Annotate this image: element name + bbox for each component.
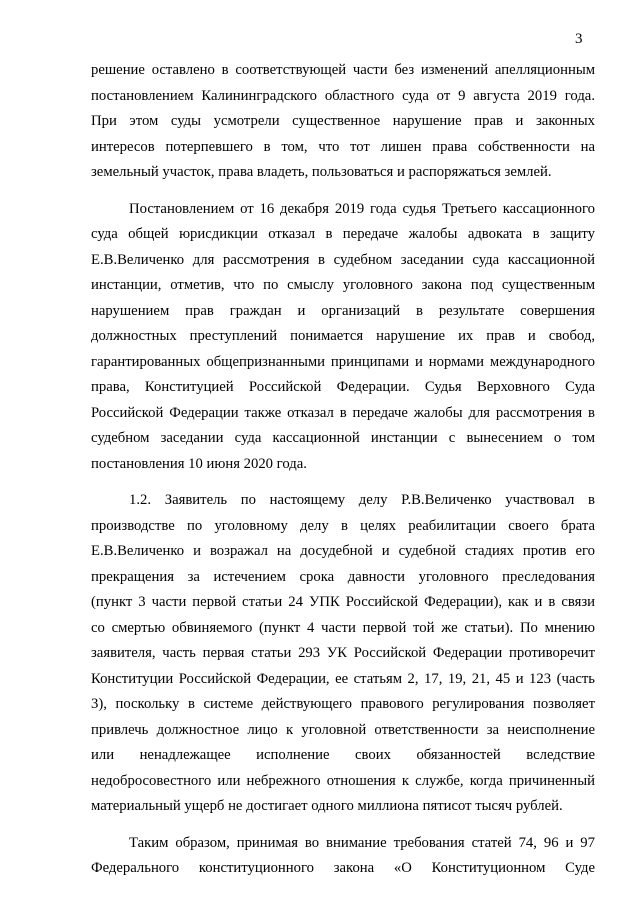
text-line: Конституции Российской Федерации, ее статьям 2, 17, 19, 21, 45 и 123 (часть — [91, 670, 595, 687]
text-line: постановлением Калининградского областного суда от 9 августа 2019 года. — [91, 87, 595, 104]
paragraph — [91, 58, 595, 186]
text-line: 1.2. Заявитель по настоящему делу Р.В.Величенко участвовал в — [129, 492, 595, 508]
text-line: Таким образом, принимая во внимание требования статей 74, 96 и 97 — [129, 834, 595, 851]
text-line: (пункт 3 части первой статьи 24 УПК Российской Федерации), как и в связи — [91, 594, 595, 610]
text-line: материальный ущерб не достигает одного миллиона пятисот тысяч рублей. — [91, 798, 563, 814]
text-line: или ненадлежащее исполнение своих обязанностей вследствие — [91, 747, 595, 763]
text-line: Е.В.Величенко для рассмотрения в судебном заседании суда кассационной — [91, 251, 595, 268]
text-line: привлечь должностное лицо к уголовной ответственности за неисполнение — [91, 721, 595, 738]
document-body — [91, 58, 595, 882]
paragraph — [91, 831, 595, 882]
text-line: Постановлением от 16 декабря 2019 года судья Третьего кассационного — [129, 200, 595, 217]
text-line: решение оставлено в соответствующей части без изменений апелляционным — [91, 62, 595, 78]
paragraph — [91, 488, 595, 820]
text-line: земельный участок, права владеть, пользоваться и распоряжаться землей. — [91, 164, 552, 180]
text-line: При этом суды усмотрели существенное нарушение прав и законных — [91, 113, 595, 129]
text-line: инстанции, отметив, что по смыслу уголовного закона под существенным — [91, 277, 595, 293]
text-line: производстве по уголовному делу в целях реабилитации своего брата — [91, 517, 595, 534]
text-line: должностных преступлений понимается нарушение их прав и свобод, — [91, 328, 595, 344]
text-line: Е.В.Величенко и возражал на досудебной и судебной стадиях против его — [91, 543, 595, 559]
text-line: суда общей юрисдикции отказал в передаче жалобы адвоката в защиту — [91, 226, 595, 242]
text-line: прекращения за истечением срока давности уголовного преследования — [91, 568, 595, 585]
text-line: недобросовестного или небрежного отношения к службе, когда причиненный — [91, 772, 595, 789]
text-line: постановления 10 июня 2020 года. — [91, 455, 307, 472]
text-line: гарантированных общепризнанными принципами и нормами международного — [91, 353, 595, 370]
text-line: со смертью обвиняемого (пункт 4 части первой той же статьи). По мнению — [91, 619, 595, 636]
text-line: права, Конституцией Российской Федерации. Судья Верховного Суда — [91, 379, 595, 395]
text-line: интересов потерпевшего в том, что тот лишен права собственности на — [91, 138, 595, 155]
text-line: Российской Федерации также отказал в передаче жалобы для рассмотрения в — [91, 404, 595, 421]
text-line: Федерального конституционного закона «О Конституционном Суде — [91, 860, 595, 876]
paragraph — [91, 197, 595, 478]
text-line: нарушением прав граждан и организаций в результате совершения — [91, 302, 595, 319]
text-line: судебном заседании суда кассационной инстанции с вынесением о том — [91, 430, 595, 446]
text-line: 3), поскольку в системе действующего правового регулирования позволяет — [91, 696, 595, 712]
text-line: заявителя, часть первая статьи 293 УК Российской Федерации противоречит — [91, 645, 595, 661]
page-number: 3 — [575, 31, 583, 47]
